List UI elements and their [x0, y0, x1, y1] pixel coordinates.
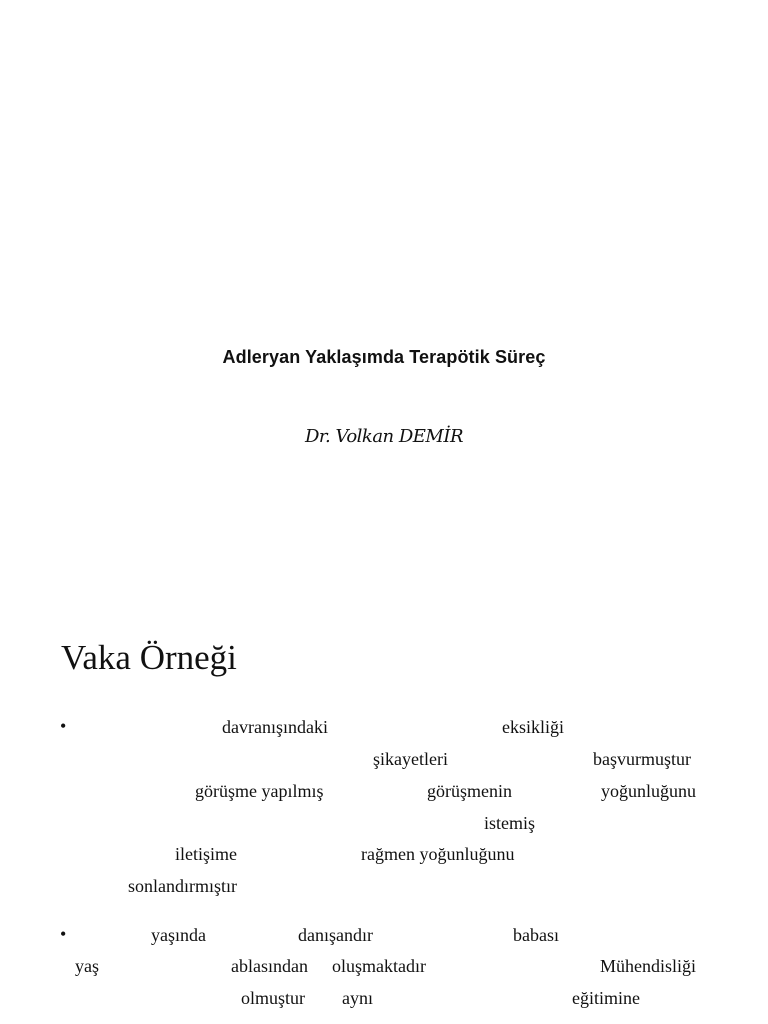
- bullet-2: •: [60, 924, 67, 944]
- word: yaş: [75, 956, 99, 976]
- word: danışandır: [298, 925, 373, 945]
- word: yaşında: [151, 925, 206, 945]
- word: davranışındaki: [222, 717, 328, 737]
- word: sonlandırmıştır: [128, 876, 237, 896]
- word: görüşmenin: [427, 781, 512, 801]
- word: istemiş: [484, 813, 536, 833]
- bullet-1: •: [60, 716, 67, 736]
- word: aynı: [342, 988, 373, 1008]
- word: babası: [513, 925, 559, 945]
- word: ablasından: [231, 956, 308, 976]
- word: olmuştur: [241, 988, 306, 1008]
- word: iletişime: [175, 844, 237, 864]
- page-title: Adleryan Yaklaşımda Terapötik Süreç: [222, 347, 546, 367]
- author-name: Dr. Volkan DEMİR: [304, 426, 464, 447]
- word: rağmen yoğunluğunu: [361, 844, 515, 864]
- word: eksikliği: [502, 717, 564, 737]
- word: oluşmaktadır: [332, 956, 426, 976]
- word: başvurmuştur: [593, 749, 691, 769]
- section-heading: Vaka Örneği: [61, 638, 237, 677]
- word: şikayetleri: [373, 749, 448, 769]
- word: yoğunluğunu: [601, 781, 697, 801]
- word: görüşme yapılmış: [195, 781, 324, 801]
- word: Mühendisliği: [600, 956, 697, 976]
- word: eğitimine: [572, 988, 640, 1008]
